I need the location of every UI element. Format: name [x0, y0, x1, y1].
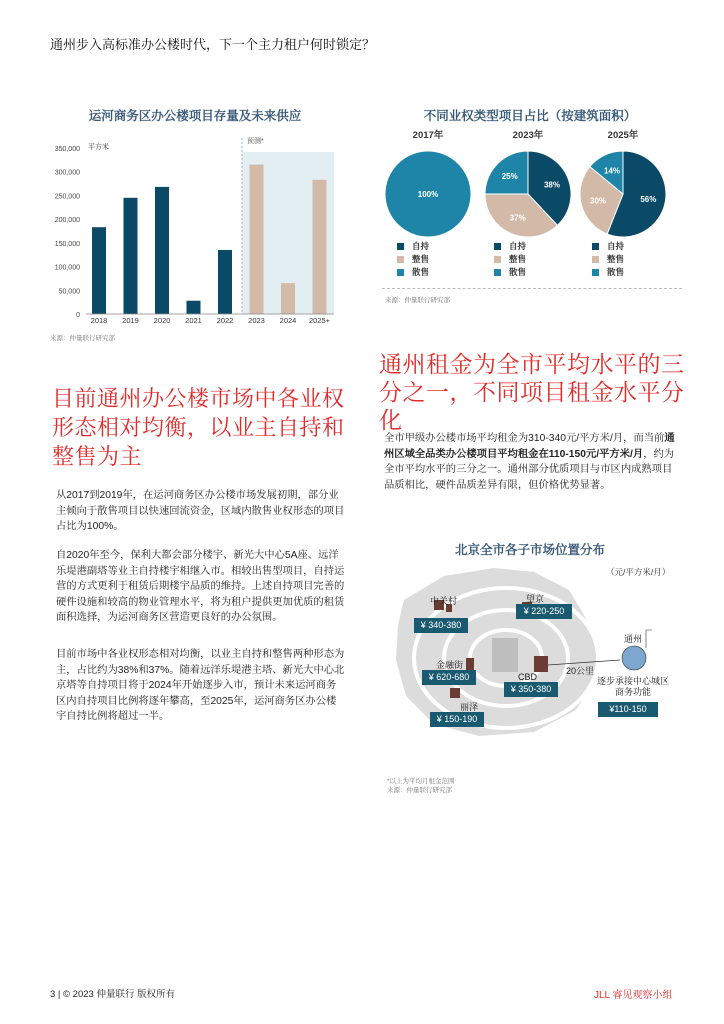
pie-data-label: 100%	[417, 190, 439, 199]
legend-label-own: 自持	[412, 241, 430, 251]
footer-right: JLL 睿见观察小组	[594, 990, 673, 1001]
legend-label-whole: 整售	[509, 254, 527, 264]
y-tick-label: 0	[76, 312, 80, 319]
tongzhou-marker	[622, 646, 646, 670]
bar-2023	[250, 165, 264, 314]
x-tick-label: 2025+	[308, 316, 331, 325]
legend-swatch-own	[494, 243, 501, 250]
y-tick-label: 200,000	[54, 217, 80, 225]
legend-label-own: 自持	[509, 241, 527, 251]
footer-left: 3 | © 2023 仲量联行 版权所有	[50, 989, 176, 1000]
y-tick-label: 100,000	[54, 264, 80, 272]
legend-swatch-whole	[592, 256, 599, 263]
market-rent-jinrongjie: ¥ 620-680	[422, 670, 476, 685]
legend-label-strata: 散售	[607, 267, 625, 277]
market-name-jinrongjie: 金融街	[436, 660, 464, 670]
pie-data-label: 14%	[604, 166, 621, 176]
x-tick-label: 2024	[279, 316, 297, 325]
bar-chart	[40, 128, 340, 330]
legend-swatch-own	[592, 243, 599, 250]
bar-2022	[218, 250, 232, 314]
market-name-lize: 丽泽	[460, 702, 479, 712]
pie-year-label: 2023年	[512, 130, 544, 141]
legend-swatch-strata	[592, 269, 599, 276]
pie-2017年	[385, 129, 471, 237]
right-paragraph-text-1: 全市甲级办公楼市场平均租金为310-340元/平方米/月，而当前	[384, 433, 665, 444]
x-tick-label: 2021	[185, 316, 202, 325]
pie-data-label: 37%	[509, 213, 526, 223]
pie-2025年	[580, 129, 666, 237]
tongzhou-leader	[646, 630, 652, 648]
legend-2017	[397, 240, 429, 279]
bar-2025+	[313, 180, 327, 314]
market-name-zhongguancun: 中关村	[430, 596, 458, 606]
x-tick-label: 2019	[122, 316, 139, 325]
pie-data-label: 56%	[640, 194, 657, 204]
left-section-heading: 目前通州办公楼市场中各业权形态相对均衡，以业主自持和整售为主	[52, 386, 345, 469]
pie-year-label: 2017年	[412, 130, 444, 141]
right-paragraph	[384, 431, 682, 493]
right-section-heading: 通州租金为全市平均水平的三分之一，不同项目租金水平分化	[379, 351, 685, 433]
y-tick-label: 250,000	[54, 193, 80, 201]
pie-chart-source: 来源：仲量联行研究部	[385, 297, 450, 304]
legend-swatch-own	[397, 243, 404, 250]
legend-2023	[494, 240, 526, 279]
legend-label-whole: 整售	[412, 254, 430, 264]
tongzhou-note-line-1: 逐步承接中心城区	[596, 676, 669, 686]
city-core	[492, 638, 518, 672]
pie-year-label: 2025年	[607, 130, 639, 141]
legend-label-strata: 散售	[412, 267, 430, 277]
map-title: 北京全市各子市场位置分布	[454, 543, 605, 557]
bar-chart-title: 运河商务区办公楼项目存量及未来供应	[88, 109, 302, 123]
bar-2021	[187, 301, 201, 314]
y-tick-label: 350,000	[54, 146, 80, 153]
bar-2018	[92, 227, 106, 314]
x-tick-label: 2022	[216, 316, 234, 325]
market-rent-lize: ¥ 150-190	[430, 712, 484, 727]
x-tick-label: 2023	[248, 316, 265, 325]
left-paragraph-1: 从2017到2019年，在运河商务区办公楼市场发展初期，部分业主倾向于散售项目以快速回流资金，区域内散售业权形态的项目占比为100%。	[56, 490, 345, 532]
bar-chart-source: 来源：仲量联行研究部	[50, 335, 115, 342]
left-paragraph-3: 目前市场中各业权形态相对均衡，以业主自持和整售两种形态为主，占比约为38%和37%。随着远洋乐堤港主塔、新光大中心北京塔等自持项目将于2024年开始逐步入市，预计未来运河商务区内自持项目比例将逐年攀高，至2025年，运河商务区办公楼宇自持比例将超过一半。	[56, 649, 345, 722]
pie-data-label: 38%	[543, 180, 560, 190]
market-name-wangjing: 望京	[526, 594, 545, 604]
legend-swatch-strata	[494, 269, 501, 276]
x-tick-label: 2018	[90, 316, 108, 325]
forecast-label: 预测*	[247, 138, 264, 145]
pie-data-label: 30%	[590, 196, 607, 206]
tongzhou-note	[592, 676, 674, 698]
pie-chart-title: 不同业权类型项目占比（按建筑面积）	[423, 109, 637, 123]
market-rent-wangjing: ¥ 220-250	[516, 604, 572, 619]
y-tick-label: 300,000	[54, 169, 80, 177]
market-name-tongzhou: 通州	[624, 634, 643, 644]
x-tick-label: 2020	[153, 316, 171, 325]
bar-2019	[124, 198, 138, 314]
y-axis	[55, 146, 80, 319]
y-tick-label: 150,000	[54, 240, 80, 248]
page-header-title: 通州步入高标准办公楼时代，下一个主力租户何时锁定？	[50, 37, 376, 52]
legend-swatch-whole	[397, 256, 404, 263]
market-name-cbd: CBD	[518, 672, 538, 682]
map-source: 来源：仲量联行研究部	[387, 787, 452, 794]
pie-2023年	[485, 129, 571, 237]
legend-2025	[592, 240, 624, 279]
legend-label-whole: 整售	[607, 254, 625, 264]
legend-swatch-whole	[494, 256, 501, 263]
distance-label: 20公里	[566, 666, 595, 676]
map-footnote: *以上为平均月租金范围	[387, 778, 455, 785]
market-rent-cbd: ¥ 350-380	[504, 682, 558, 697]
legend-label-own: 自持	[607, 241, 625, 251]
right-paragraph-bold: 通州区域全品类办公楼项目平均租金在110-150元/平方米/月	[384, 433, 675, 460]
right-paragraph-text-2: ，约为全市平均水平的三分之一。通州部分优质项目与市区内成熟项目品质相比，硬件品质差异有限，但价格优势显著。	[384, 448, 675, 491]
bar-2024	[281, 283, 295, 314]
bar-2020	[155, 187, 169, 314]
y-tick-label: 50,000	[58, 288, 80, 296]
y-unit-label: 平方米	[88, 144, 109, 151]
pie-charts	[380, 126, 680, 246]
tongzhou-note-line-2: 商务功能	[614, 687, 651, 697]
market-rent-tongzhou: ¥110-150	[598, 702, 658, 717]
market-rent-zhongguancun: ¥ 340-380	[414, 618, 468, 633]
legend-swatch-strata	[397, 269, 404, 276]
left-paragraph-2: 自2020年至今，保利大都会部分楼宇、新光大中心5A座、远洋乐堤港副塔等业主自持楼宇相继入市。相较出售型项目，自持运营的方式更利于租赁后期楼宇品质的维持。上述自持项目完善的硬件设施和较高的物业管理水平，将为租户提供更加优质的租赁面积选择，为运河商务区营造更良好的办公氛围。	[56, 550, 345, 623]
map-unit-label: （元/平方米/月）	[606, 567, 671, 577]
legend-label-strata: 散售	[509, 267, 527, 277]
pie-data-label: 25%	[501, 171, 518, 181]
pie-divider	[382, 288, 682, 289]
